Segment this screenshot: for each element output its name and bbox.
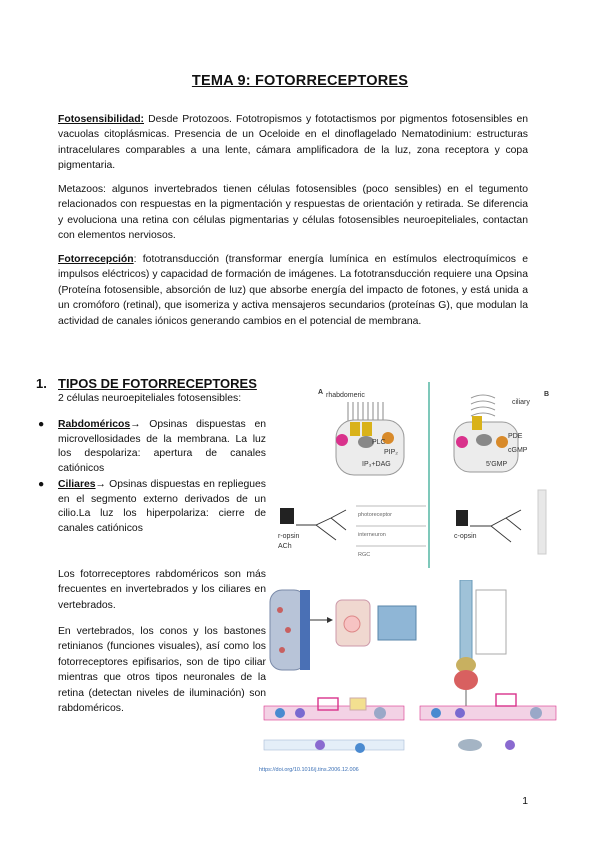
retina-strip <box>538 490 546 554</box>
label-ciliary: ciliary <box>512 399 530 406</box>
section-heading <box>36 376 257 391</box>
cascade-left-0: PLC <box>372 439 386 446</box>
term-fotosensibilidad: Fotosensibilidad: <box>58 114 145 125</box>
cascade-right-2: 5'GMP <box>486 461 508 468</box>
bullet-text: → Opsinas dispuestas en repliegues en el segmento externo derivados de un cilio.La luz los hiperpolariza: cierre de canales catiónicos <box>58 479 266 534</box>
paragraph-fotosensibilidad <box>58 112 528 174</box>
section-subtitle: 2 células neuroepiteliales fotosensibles: <box>58 393 242 404</box>
bullet-rabdomericos <box>38 418 266 476</box>
paragraph-fotorrecepcion <box>58 252 528 329</box>
rhabdomere-illustration <box>270 590 416 670</box>
label-rhabdomeric: rhabdomeric <box>326 392 365 399</box>
bullet-term: Rabdoméricos <box>58 419 131 430</box>
phototransduction-cascade-left <box>264 698 404 753</box>
term-fotorrecepcion: Fotorrecepción <box>58 254 134 265</box>
cascade-left-1: PIP₂ <box>384 449 398 456</box>
photoreceptor-comparison-figure <box>276 380 558 570</box>
paragraph-metazoos: Metazoos: algunos invertebrados tienen células fotosensibles (poco sensibles) en el tegumento relacionados con respuestas en la pigmentación y respuestas de orientación y retirada. Se diferencia y evoluciona una retina con células pigmentarias y células fotosensibles neuroepiteliales, contactan con elementos nerviosos. <box>58 184 528 242</box>
bullet-text: → Opsinas dispuestas en microvellosidades de la membrana. La luz los despolariza: apertura de canales catiónicos <box>58 419 266 474</box>
label-r-opsin: r-opsin <box>278 533 300 540</box>
page-number: 1 <box>522 796 528 807</box>
bullet-ciliares <box>38 478 266 536</box>
section-heading-text: TIPOS DE FOTORRECEPTORES <box>58 376 257 391</box>
c-opsin-block <box>456 510 468 526</box>
photoreceptor-structure-figures <box>260 580 560 780</box>
neuron-tree-right <box>470 510 521 542</box>
section-number: 1. <box>36 376 47 391</box>
tree-label-1: interneuron <box>358 532 386 538</box>
r-opsin-block <box>280 508 294 524</box>
cascade-right-1: cGMP <box>508 447 528 454</box>
bullet-dot: ● <box>38 479 45 490</box>
figure-source-link[interactable]: https://doi.org/10.1016/j.tins.2006.12.006 <box>259 767 359 773</box>
tree-labels <box>356 506 426 558</box>
paragraph-vertebrados: En vertebrados, los conos y los bastones retinianos (funciones visuales), así como los fotorreceptores epifisarios, son de tipo ciliar mientras que otros tipos neuronales de la retina (detectan niveles de iluminación) son rabdoméricos. <box>58 626 266 715</box>
bullet-term: Ciliares <box>58 479 96 490</box>
paragraph-text: Desde Protozoos. Fototropismos y fototactismos por pigmentos fotosensibles en vacuolas citoplásmicas. Presencia de un Oceloide en el dinoflagelado Nematodinium: estructuras intracelulares comparables a una lente, cámara amplificadora de la luz, zona receptora y copa pigmentaria. <box>58 114 528 172</box>
label-a: A <box>318 389 324 396</box>
label-c-opsin: c-opsin <box>454 533 477 540</box>
label-ach: ACh <box>278 543 292 550</box>
bullet-dot: ● <box>38 419 45 430</box>
cascade-left-2: IP₃+DAG <box>362 461 391 468</box>
paragraph-rabdomericos-frecuencia: Los fotorreceptores rabdoméricos son más frecuentes en invertebrados y los ciliares en vertebrados. <box>58 569 266 611</box>
tree-label-0: photoreceptor <box>358 512 392 518</box>
cascade-right-0: PDE <box>508 433 523 440</box>
neuron-tree-left <box>296 510 346 540</box>
label-b: B <box>544 391 550 398</box>
paragraph-text: : fototransducción (transformar energía lumínica en estímulos electroquímicos e impulsos eléctricos) y capacidad de formación de imágenes. La fototransducción requiere una Opsina (Proteína fotosensible, absorción de luz) que absorbe energía del impacto de fotones, y está unida a un cromóforo (retinal), que isomeriza y activa mensajeros secundarios (proteínas G), que modulan la actividad de canales iónicos generando cambios en el potencial de membrana. <box>58 254 528 327</box>
tree-label-2: RGC <box>358 552 371 558</box>
phototransduction-cascade-right <box>420 694 556 751</box>
page-title: TEMA 9: FOTORRECEPTORES <box>191 73 409 89</box>
